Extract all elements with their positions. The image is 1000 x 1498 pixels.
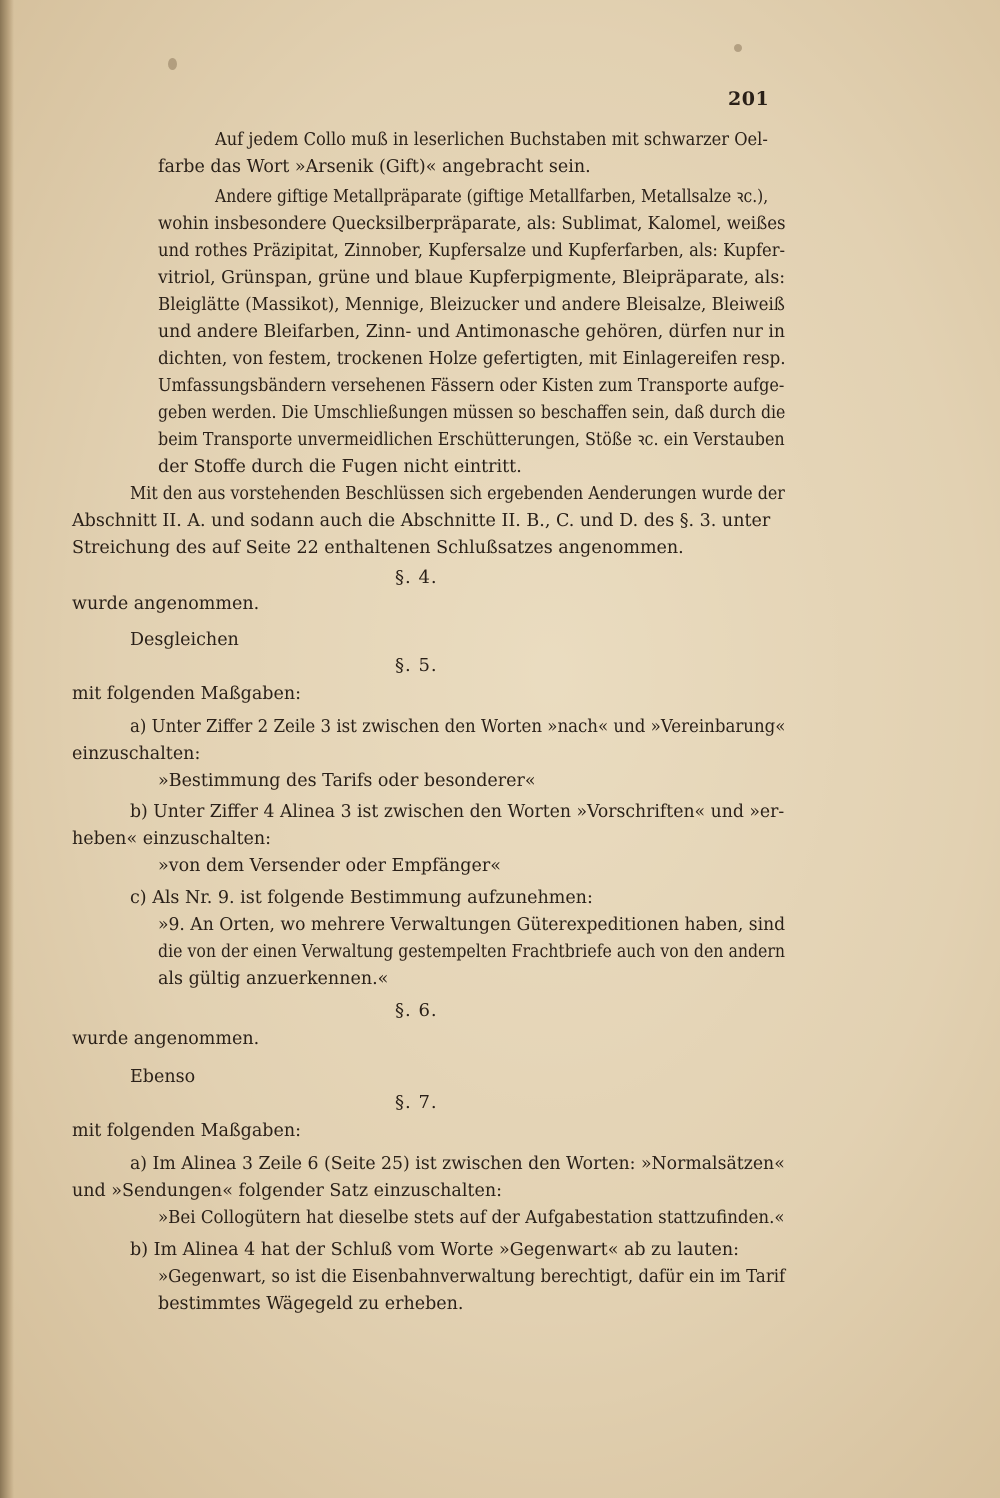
text-line: Ebenso (130, 1067, 196, 1087)
text-line: »Bestimmung des Tarifs oder besonderer« (158, 771, 536, 791)
text-line: einzuschalten: (72, 744, 201, 764)
text-line: Andere giftige Metallpräparate (giftige Metallfarben, Metallsalze ꝛc.), (215, 187, 769, 207)
text-line: c) Als Nr. 9. ist folgende Bestimmung aufzunehmen: (130, 888, 593, 908)
section-heading: §. 6. (395, 1000, 438, 1021)
text-line: a) Unter Ziffer 2 Zeile 3 ist zwischen den Worten »nach« und »Vereinbarung« (130, 717, 786, 737)
section-heading: §. 5. (395, 655, 438, 676)
paper-stain (734, 44, 742, 52)
text-line: Auf jedem Collo muß in leserlichen Buchstaben mit schwarzer Oel- (215, 130, 768, 150)
text-line: wurde angenommen. (72, 594, 260, 614)
text-line: a) Im Alinea 3 Zeile 6 (Seite 25) ist zwischen den Worten: »Normalsätzen« (130, 1154, 785, 1174)
text-line: wohin insbesondere Quecksilberpräparate, als: Sublimat, Kalomel, weißes (158, 214, 786, 234)
text-line: »Bei Collogütern hat dieselbe stets auf der Aufgabestation stattzufinden.« (158, 1208, 785, 1228)
text-line: »von dem Versender oder Empfänger« (158, 856, 501, 876)
text-line: und rothes Präzipitat, Zinnober, Kupfersalze und Kupferfarben, als: Kupfer- (158, 241, 786, 261)
text-line: »9. An Orten, wo mehrere Verwaltungen Güterexpeditionen haben, sind (158, 915, 786, 935)
text-line: vitriol, Grünspan, grüne und blaue Kupferpigmente, Bleipräparate, als: (158, 268, 786, 288)
text-line: als gültig anzuerkennen.« (158, 969, 389, 989)
page-binding-edge (0, 0, 14, 1498)
text-line: farbe das Wort »Arsenik (Gift)« angebracht sein. (158, 157, 591, 177)
text-line: dichten, von festem, trockenen Holze gefertigten, mit Einlagereifen resp. (158, 349, 786, 369)
text-line: b) Unter Ziffer 4 Alinea 3 ist zwischen den Worten »Vorschriften« und »er- (130, 802, 785, 822)
text-line: heben« einzuschalten: (72, 829, 272, 849)
text-line: b) Im Alinea 4 hat der Schluß vom Worte »Gegenwart« ab zu lauten: (130, 1240, 740, 1260)
text-line: beim Transporte unvermeidlichen Erschütterungen, Stöße ꝛc. ein Verstauben (158, 430, 785, 450)
text-line: der Stoffe durch die Fugen nicht eintritt. (158, 457, 522, 477)
text-line: Umfassungsbändern versehenen Fässern oder Kisten zum Transporte aufge- (158, 376, 785, 396)
text-line: Bleiglätte (Massikot), Mennige, Bleizucker und andere Bleisalze, Bleiweiß (158, 295, 785, 315)
text-line: die von der einen Verwaltung gestempelten Frachtbriefe auch von den andern (158, 942, 786, 962)
text-line: mit folgenden Maßgaben: (72, 684, 302, 704)
text-line: geben werden. Die Umschließungen müssen so beschaffen sein, daß durch die (158, 403, 786, 423)
text-line: Mit den aus vorstehenden Beschlüssen sich ergebenden Aenderungen wurde der (130, 484, 785, 504)
text-line: Abschnitt II. A. und sodann auch die Abschnitte II. B., C. und D. des §. 3. unter (72, 511, 771, 531)
text-line: »Gegenwart, so ist die Eisenbahnverwaltung berechtigt, dafür ein im Tarif (158, 1267, 786, 1287)
text-line: wurde angenommen. (72, 1029, 260, 1049)
text-line: Desgleichen (130, 630, 239, 650)
text-line: und »Sendungen« folgender Satz einzuschalten: (72, 1181, 502, 1201)
section-heading: §. 7. (395, 1092, 438, 1113)
text-line: Streichung des auf Seite 22 enthaltenen Schlußsatzes angenommen. (72, 538, 684, 558)
text-line: bestimmtes Wägegeld zu erheben. (158, 1294, 464, 1314)
paper-stain (168, 58, 177, 70)
text-line: und andere Bleifarben, Zinn- und Antimonasche gehören, dürfen nur in (158, 322, 785, 342)
page-number: 201 (728, 88, 770, 110)
text-line: mit folgenden Maßgaben: (72, 1121, 302, 1141)
section-heading: §. 4. (395, 567, 438, 588)
